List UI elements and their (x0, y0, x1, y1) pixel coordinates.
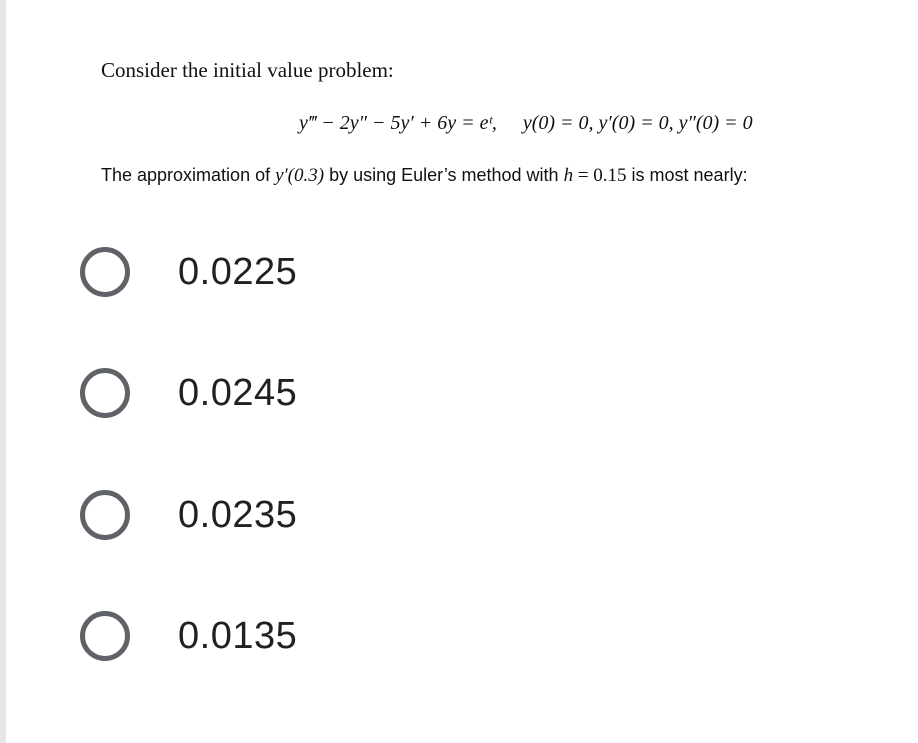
option-label: 0.0225 (178, 250, 298, 293)
radio-button-icon[interactable] (80, 247, 130, 297)
radio-button-icon[interactable] (80, 368, 130, 418)
radio-button-icon[interactable] (80, 611, 130, 661)
answer-option-2[interactable] (80, 361, 680, 425)
radio-button-icon[interactable] (80, 490, 130, 540)
question-block (0, 0, 918, 220)
ode-expression: y‴ − 2y″ − 5y′ + 6y = eᵗ, (299, 112, 497, 134)
answer-option-3[interactable] (80, 483, 680, 547)
prompt-expression-derivative: y′(0.3) (275, 165, 325, 186)
option-label: 0.0135 (178, 614, 298, 657)
answer-option-1[interactable] (80, 240, 680, 304)
option-label: 0.0235 (178, 493, 298, 536)
answer-option-4[interactable] (80, 604, 680, 668)
prompt-text-1: The approximation of (101, 165, 276, 185)
initial-conditions: y(0) = 0, y′(0) = 0, y″(0) = 0 (522, 112, 753, 134)
question-intro: Consider the initial value problem: (101, 58, 394, 82)
prompt-text-2: by using Euler’s method with (324, 165, 564, 185)
prompt-expression-step: = 0.15 (573, 165, 627, 186)
prompt-expression-h: h (563, 165, 574, 186)
question-prompt (101, 165, 748, 187)
prompt-text-3: is most nearly: (626, 165, 748, 185)
differential-equation (299, 112, 753, 135)
option-label: 0.0245 (178, 371, 298, 414)
